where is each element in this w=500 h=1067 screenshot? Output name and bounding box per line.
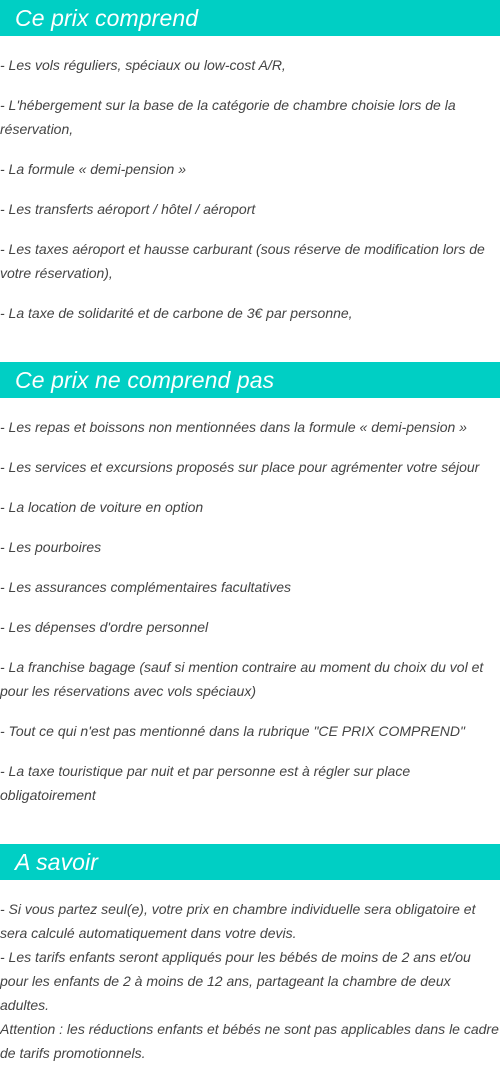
list-item: - La taxe de solidarité et de carbone de 3€ par personne, bbox=[0, 305, 353, 321]
section-good-to-know bbox=[0, 844, 500, 1065]
list-item: - Les repas et boissons non mentionnées dans la formule « demi-pension » bbox=[0, 419, 467, 435]
list-item: - Les transferts aéroport / hôtel / aéroport bbox=[0, 201, 256, 217]
list-item: - La taxe touristique par nuit et par personne est à régler sur place obligatoirement bbox=[0, 763, 411, 803]
list-item: - Les vols réguliers, spéciaux ou low-cost A/R, bbox=[0, 57, 286, 73]
list-item: - Les pourboires bbox=[0, 539, 102, 555]
list-item: - Les services et excursions proposés sur place pour agrémenter votre séjour bbox=[0, 459, 480, 475]
good-to-know-text bbox=[0, 880, 500, 1065]
list-item: - La formule « demi-pension » bbox=[0, 161, 186, 177]
list-item: - Les dépenses d'ordre personnel bbox=[0, 619, 209, 635]
list-item: - La location de voiture en option bbox=[0, 499, 204, 515]
section-title-included: Ce prix comprend bbox=[0, 0, 500, 36]
list-item: - La franchise bagage (sauf si mention contraire au moment du choix du vol et pour les réservations avec vols spéciaux) bbox=[0, 659, 484, 699]
section-not-included bbox=[0, 362, 500, 807]
info-paragraph: - Si vous partez seul(e), votre prix en chambre individuelle sera obligatoire et sera calculé automatiquement dans votre devis. bbox=[0, 901, 476, 941]
not-included-list bbox=[0, 398, 500, 807]
list-item: - Les assurances complémentaires facultatives bbox=[0, 579, 292, 595]
list-item: - Les taxes aéroport et hausse carburant (sous réserve de modification lors de votre réservation), bbox=[0, 241, 485, 281]
info-paragraph: Attention : les réductions enfants et bébés ne sont pas applicables dans le cadre de tarifs promotionnels. bbox=[0, 1021, 499, 1061]
section-title-good-to-know: A savoir bbox=[0, 844, 500, 880]
info-paragraph: - Les tarifs enfants seront appliqués pour les bébés de moins de 2 ans et/ou pour les enfants de 2 à moins de 12 ans, partageant la chambre de deux adultes. bbox=[0, 949, 471, 1013]
included-list bbox=[0, 36, 500, 325]
section-title-not-included: Ce prix ne comprend pas bbox=[0, 362, 500, 398]
section-included bbox=[0, 0, 500, 325]
list-item: - Tout ce qui n'est pas mentionné dans la rubrique "CE PRIX COMPREND" bbox=[0, 723, 465, 739]
list-item: - L'hébergement sur la base de la catégorie de chambre choisie lors de la réservation, bbox=[0, 97, 456, 137]
